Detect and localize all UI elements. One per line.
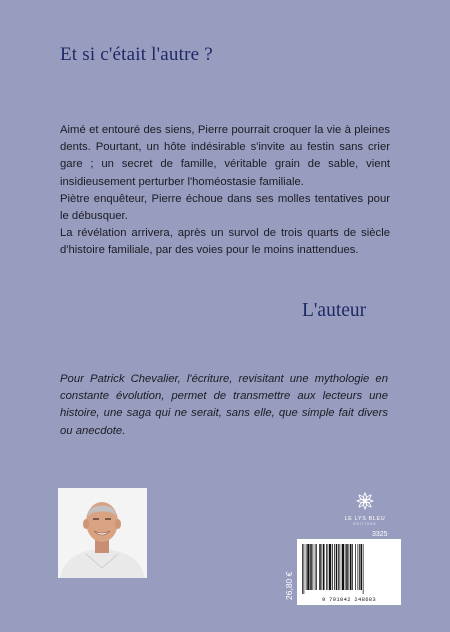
barcode-bar (334, 544, 335, 590)
price-label (283, 561, 295, 601)
barcode-bar (319, 544, 321, 590)
barcode-bar (326, 544, 327, 590)
summary-paragraph: La révélation arrivera, après un survol de trois quarts de siècle d'histoire familiale, par des voies pour le moins inattendues. (60, 227, 390, 257)
barcode-bar (336, 544, 338, 590)
barcode-bar (352, 544, 353, 590)
summary-paragraph: Piètre enquêteur, Pierre échoue dans ses molles tentatives pour le débusquer. (60, 192, 390, 223)
barcode-digits: 9 791042 248683 (321, 596, 376, 603)
barcode-bar (358, 544, 359, 590)
barcode-bar (345, 544, 346, 590)
barcode-bar (329, 544, 331, 590)
book-summary (60, 122, 390, 260)
publisher-name: LE LYS BLEU (344, 516, 386, 522)
barcode-bar (315, 544, 316, 590)
barcode-bar (304, 544, 305, 594)
barcode-bar (313, 544, 314, 590)
barcode-bar (323, 544, 325, 590)
barcode-bar (342, 544, 344, 590)
barcode-bar (340, 544, 341, 590)
author-bio: Pour Patrick Chevalier, l'écriture, revisitant une mythologie en constante évolution, permet de transmettre aux lecteurs une histoire, une saga qui ne serait, sans elle, que simple fait divers ou anecdote. (60, 373, 388, 437)
barcode-bar (355, 544, 356, 590)
barcode-bar (307, 544, 309, 590)
barcode-bar (316, 544, 317, 590)
barcode-bar (349, 544, 350, 590)
author-photo (58, 488, 147, 578)
barcode-bar (310, 544, 312, 590)
price-text: 26,80 € (284, 571, 294, 600)
barcode-bar (322, 544, 323, 590)
barcode-bar (359, 544, 360, 590)
publisher-code: 3325 (372, 531, 388, 538)
publisher-sub: ÉDITIONS (353, 522, 377, 526)
barcode-bar (350, 544, 352, 590)
summary-paragraph: Aimé et entouré des siens, Pierre pourrait croquer la vie à pleines dents. Pourtant, un hôte indésirable s'invite au festin sans crier gare ; un secret de famille, véritable grain de sable, vient insidieusement perturber l'homéostasie familiale. (60, 124, 390, 188)
barcode-bar (328, 544, 329, 590)
barcode-bar (306, 544, 307, 590)
barcode-bar (332, 544, 333, 590)
publisher-logo (335, 492, 395, 526)
barcode-bars (297, 539, 401, 595)
lily-flower-icon (356, 492, 374, 510)
author-heading: L'auteur (302, 300, 367, 321)
barcode-bar (338, 544, 339, 590)
barcode-bar (361, 544, 363, 590)
barcode-bar (302, 544, 303, 594)
barcode-bar (363, 544, 364, 594)
barcode-bar (346, 544, 348, 590)
barcode (297, 539, 401, 605)
book-title: Et si c'était l'autre ? (60, 44, 213, 65)
